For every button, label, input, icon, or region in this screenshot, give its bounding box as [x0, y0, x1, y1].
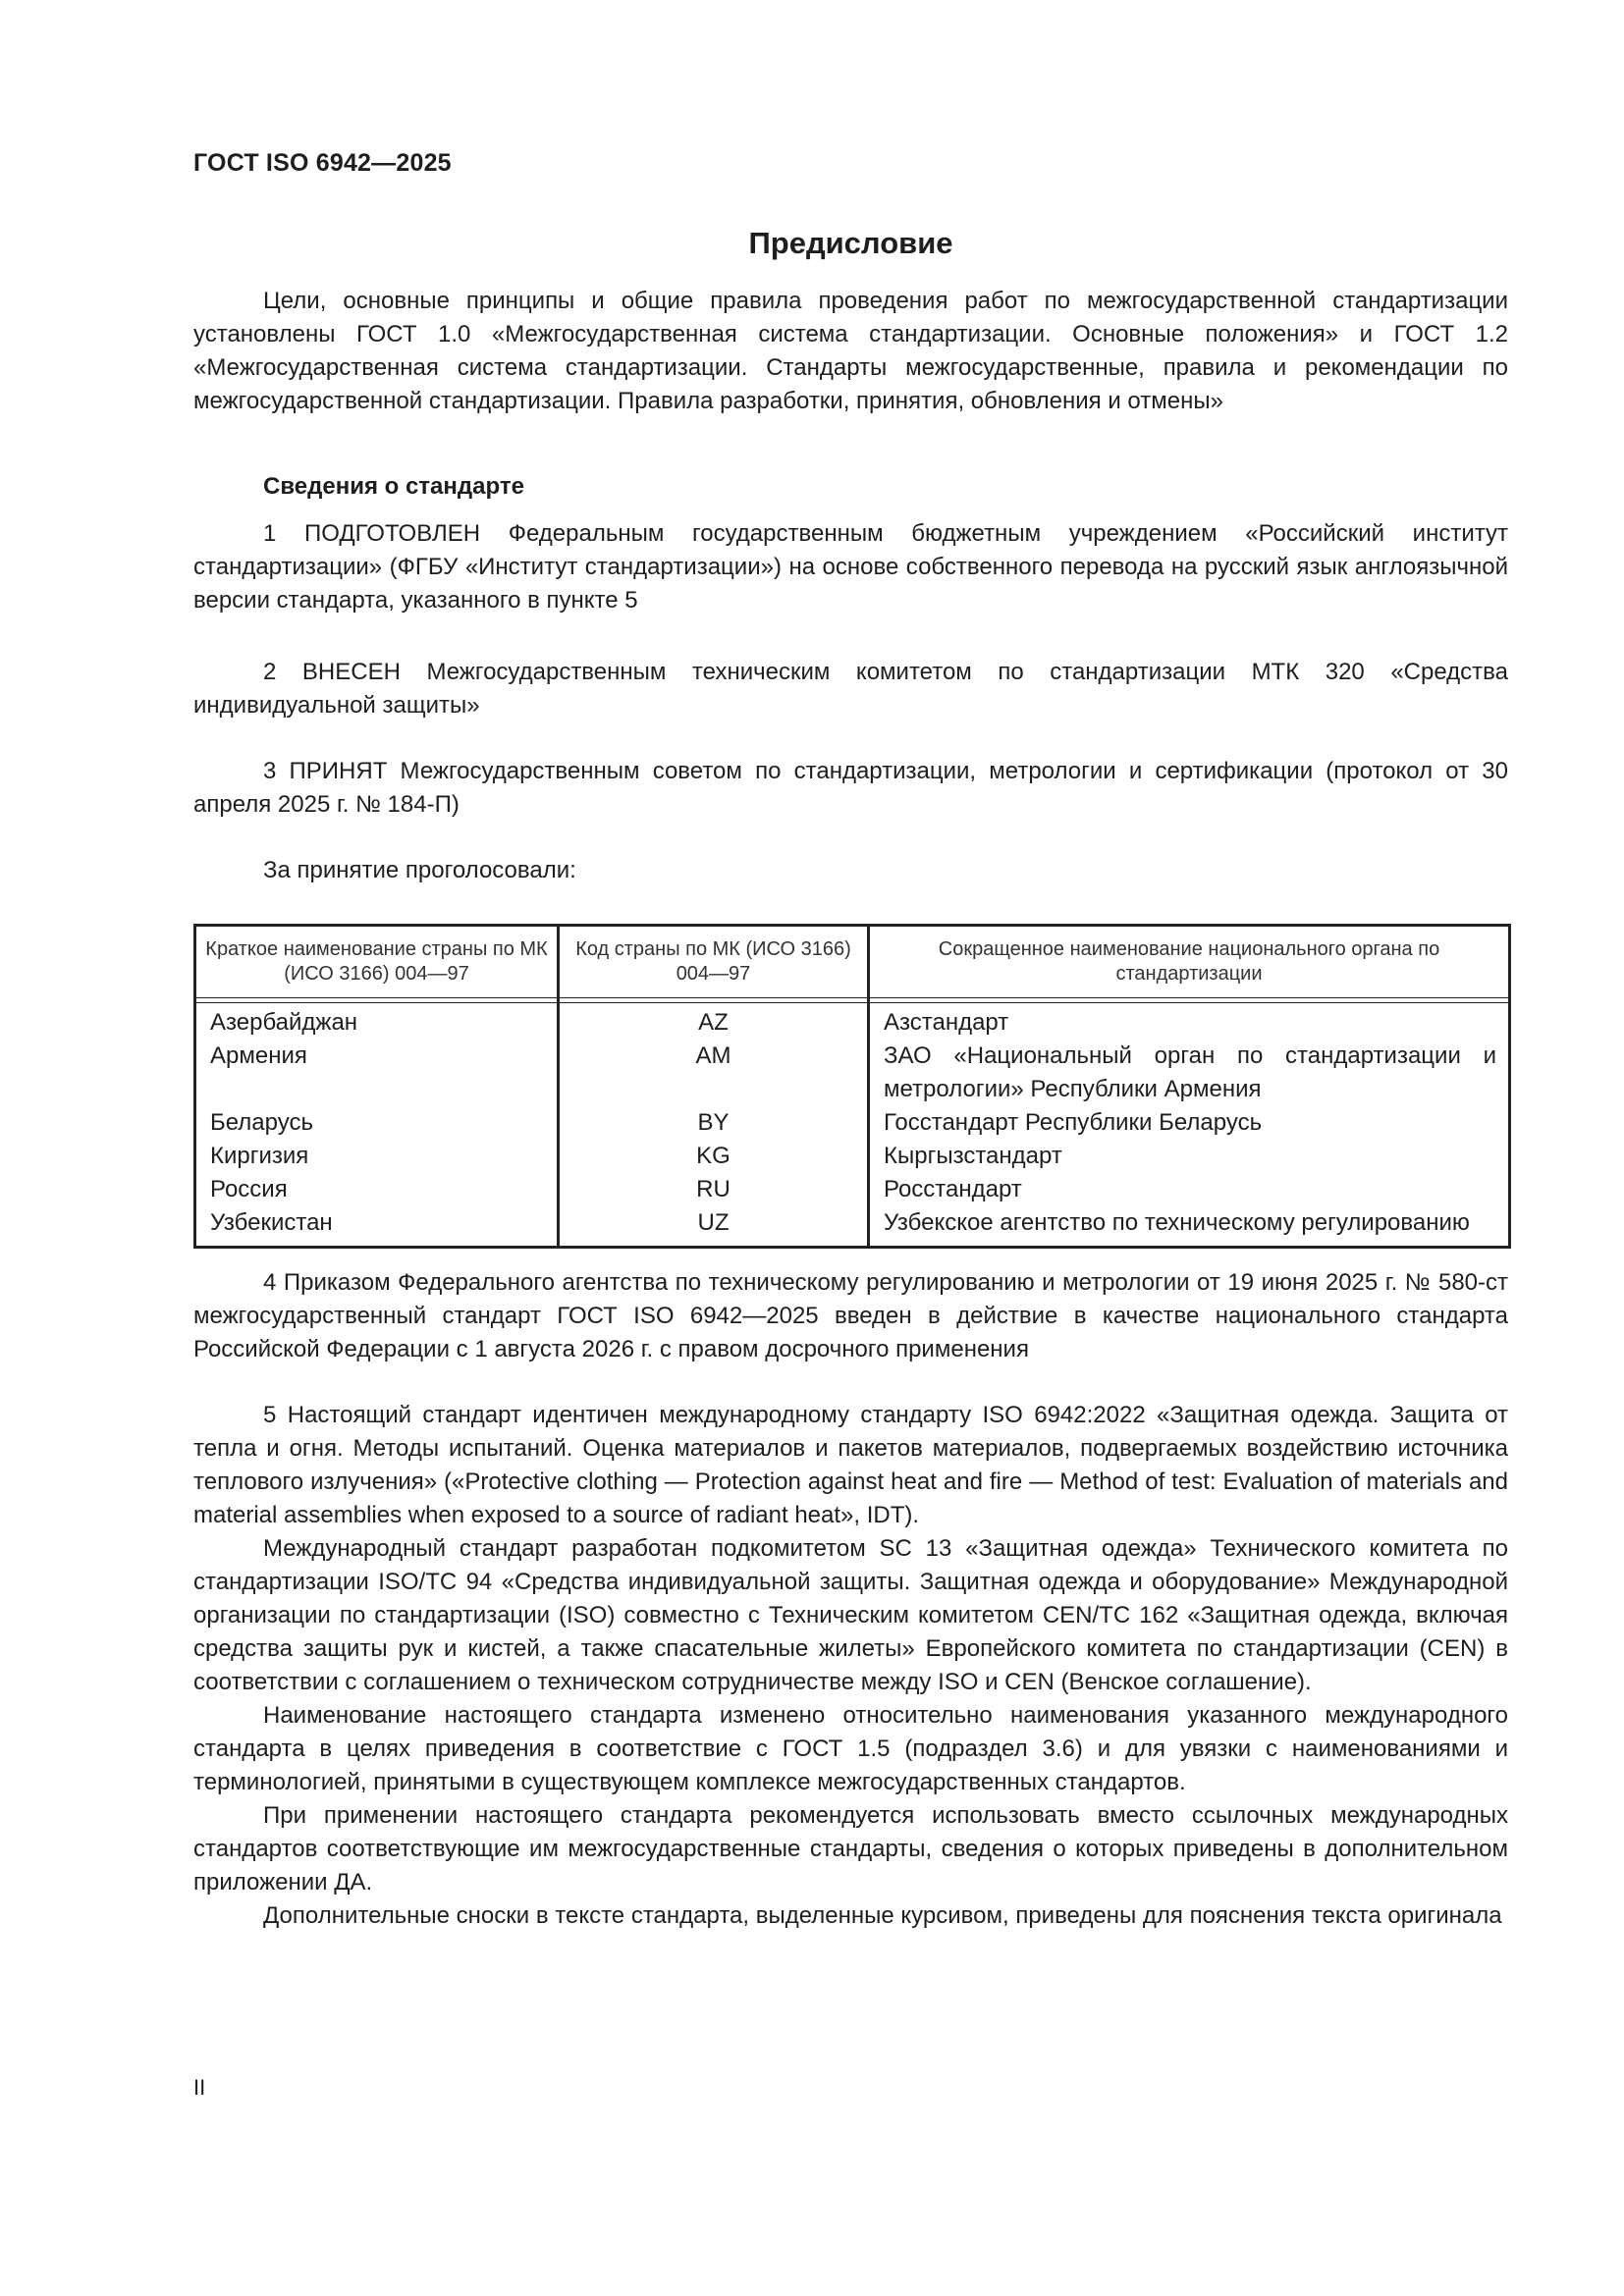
page-number: II: [193, 2075, 206, 2100]
table-row: [195, 1173, 1510, 1206]
national-body: Росстандарт: [869, 1173, 1510, 1206]
item-2-paragraph: 2 ВНЕСЕН Межгосударственным техническим комитетом по стандартизации МТК 320 «Средства индивидуальной защиты»: [193, 659, 1508, 719]
vote-intro: За принятие проголосовали:: [263, 857, 576, 883]
table-row: [195, 1040, 1510, 1106]
national-body: Азстандарт: [869, 1003, 1510, 1041]
country-code: AM: [559, 1040, 869, 1106]
item-5-paragraph: 5 Настоящий стандарт идентичен международному стандарту ISO 6942:2022 «Защитная одежда. Защита от тепла и огня. Методы испытаний. Оценка материалов и пакетов материалов, подвергаемых воздействию источника теплового излучения» («Protective clothing — Protection against heat and fire — Method of test: Evaluation of materials and material assemblies when exposed to a source of radiant heat», IDT).: [193, 1402, 1508, 1528]
country-code: UZ: [559, 1206, 869, 1248]
table-row: [195, 1140, 1510, 1173]
country-code: BY: [559, 1106, 869, 1140]
table-header-row: [195, 926, 1510, 998]
standard-info-heading-block: [193, 470, 1508, 504]
header-national-body: Сокращенное наименование национального органа по стандартизации: [869, 926, 1510, 998]
table-row: [195, 1003, 1510, 1041]
title-change-paragraph: Наименование настоящего стандарта изменено относительно наименования указанного международного стандарта в целях приведения в соответствие с ГОСТ 1.5 (подраздел 3.6) и для увязки с наименованиями и терминологией, принятыми в существующем комплексе межгосударственных стандартов.: [193, 1702, 1508, 1795]
country-name: Россия: [195, 1173, 559, 1206]
reference-standards-paragraph: При применении настоящего стандарта рекомендуется использовать вместо ссылочных международных стандартов соответствующие им межгосударственные стандарты, сведения о которых приведены в дополнительном приложении ДА.: [193, 1802, 1508, 1896]
page-title: Предисловие: [748, 226, 953, 260]
header-country-name: Краткое наименование страны по МК (ИСО 3166) 004—97: [195, 926, 559, 998]
country-name: Беларусь: [195, 1106, 559, 1140]
country-name: Киргизия: [195, 1140, 559, 1173]
country-name: Азербайджан: [195, 1003, 559, 1041]
item-2-block: [193, 656, 1508, 722]
item-3-block: [193, 755, 1508, 822]
item-4-block: [193, 1266, 1508, 1366]
national-body: Кыргызстандарт: [869, 1140, 1510, 1173]
country-code: AZ: [559, 1003, 869, 1041]
vote-intro-block: [193, 854, 1508, 887]
footnotes-paragraph: Дополнительные сноски в тексте стандарта, выделенные курсивом, приведены для пояснения текста оригинала: [263, 1902, 1502, 1929]
international-standard-origin-paragraph: Международный стандарт разработан подкомитетом SC 13 «Защитная одежда» Технического комитета по стандартизации ISO/TC 94 «Средства индивидуальной защиты. Защитная одежда и оборудование» Международной организации по стандартизации (ISO) совместно с Техническим комитетом CEN/TC 162 «Защитная одежда, включая средства защиты рук и кистей, а также спасательные жилеты» Европейского комитета по стандартизации (CEN) в соответствии с соглашением о техническом сотрудничестве между ISO и CEN (Венское соглашение).: [193, 1535, 1508, 1695]
national-body: ЗАО «Национальный орган по стандартизации и метрологии» Республики Армения: [869, 1040, 1510, 1106]
section-heading: Сведения о стандарте: [263, 473, 524, 500]
voting-countries-table: [193, 924, 1511, 1249]
national-body: Узбекское агентство по техническому регулированию: [869, 1206, 1510, 1248]
national-body: Госстандарт Республики Беларусь: [869, 1106, 1510, 1140]
item-4-paragraph: 4 Приказом Федерального агентства по техническому регулированию и метрологии от 19 июня 2025 г. № 580-ст межгосударственный стандарт ГОСТ ISO 6942—2025 введен в действие в качестве национального стандарта Российской Федерации с 1 августа 2026 г. с правом досрочного применения: [193, 1269, 1508, 1362]
country-code: KG: [559, 1140, 869, 1173]
country-name: Армения: [195, 1040, 559, 1106]
intro-section: [193, 285, 1508, 418]
item-5-block: [193, 1399, 1508, 1933]
item-3-paragraph: 3 ПРИНЯТ Межгосударственным советом по стандартизации, метрологии и сертификации (протокол от 30 апреля 2025 г. № 184-П): [193, 758, 1508, 818]
header-country-code: Код страны по МК (ИСО 3166) 004—97: [559, 926, 869, 998]
item-1-block: [193, 517, 1508, 617]
country-name: Узбекистан: [195, 1206, 559, 1248]
country-code: RU: [559, 1173, 869, 1206]
intro-paragraph: Цели, основные принципы и общие правила проведения работ по межгосударственной стандартизации установлены ГОСТ 1.0 «Межгосударственная система стандартизации. Основные положения» и ГОСТ 1.2 «Межгосударственная система стандартизации. Стандарты межгосударственные, правила и рекомендации по межгосударственной стандартизации. Правила разработки, принятия, обновления и отмены»: [193, 288, 1508, 414]
document-code-header: ГОСТ ISO 6942—2025: [193, 149, 452, 177]
item-1-paragraph: 1 ПОДГОТОВЛЕН Федеральным государственным бюджетным учреждением «Российский институт стандартизации» (ФГБУ «Институт стандартизации») на основе собственного перевода на русский язык англоязычной версии стандарта, указанного в пункте 5: [193, 520, 1508, 614]
table-row: [195, 1106, 1510, 1140]
table-row: [195, 1206, 1510, 1248]
